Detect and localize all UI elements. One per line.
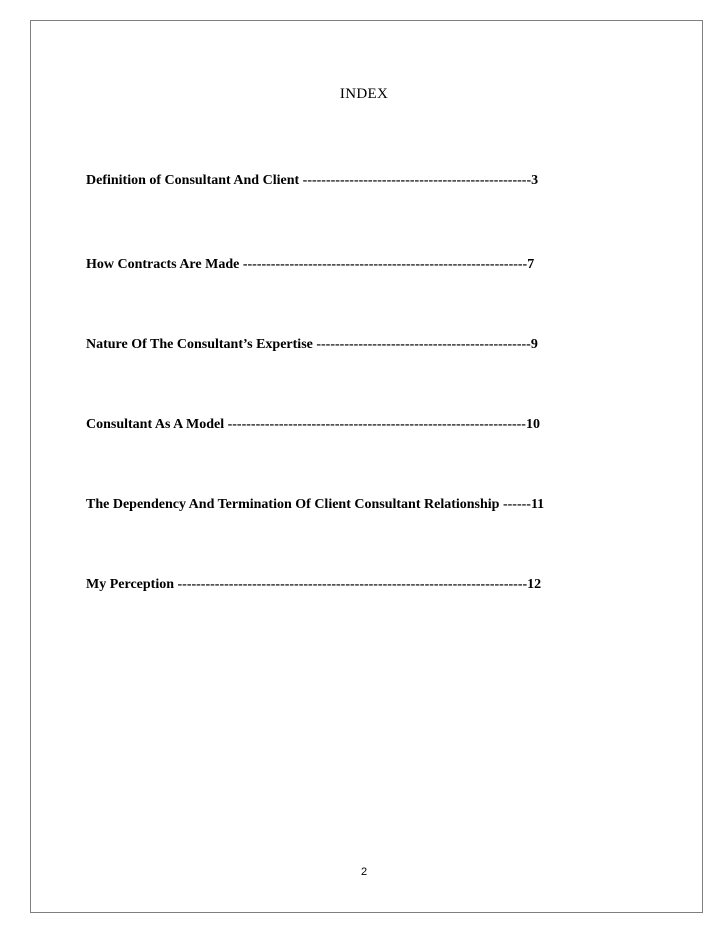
toc-entry-title: Definition of Consultant And Client bbox=[86, 173, 300, 188]
toc-entry-page: 7 bbox=[527, 257, 535, 272]
page-border bbox=[30, 20, 703, 913]
toc-entry-title: My Perception bbox=[86, 577, 174, 592]
toc-entry-perception bbox=[86, 576, 541, 594]
toc-entry-leader: ------------------------------------------------------------- bbox=[242, 257, 528, 272]
toc-entry-leader: --------------------------------------------------------------------------- bbox=[177, 577, 528, 592]
toc-entry-page: 9 bbox=[530, 337, 538, 352]
toc-entry-title: The Dependency And Termination Of Client Consultant Relationship bbox=[86, 497, 500, 512]
toc-entry-expertise bbox=[86, 336, 538, 354]
toc-entry-title: How Contracts Are Made bbox=[86, 257, 240, 272]
toc-entry-definition bbox=[86, 172, 538, 190]
toc-entry-page: 10 bbox=[525, 417, 540, 432]
toc-entry-title: Nature Of The Consultant’s Expertise bbox=[86, 337, 313, 352]
toc-entry-page: 11 bbox=[530, 497, 545, 512]
toc-entry-page: 12 bbox=[527, 577, 542, 592]
toc-entry-contracts bbox=[86, 256, 534, 274]
index-title: INDEX bbox=[339, 86, 389, 102]
page-number: 2 bbox=[360, 866, 368, 878]
toc-entry-title: Consultant As A Model bbox=[86, 417, 225, 432]
toc-entry-model bbox=[86, 416, 540, 434]
toc-entry-leader: ---------------------------------------------- bbox=[316, 337, 531, 352]
toc-entry-leader: ------------------------------------------------- bbox=[302, 173, 532, 188]
toc-entry-page: 3 bbox=[531, 173, 539, 188]
toc-entry-leader: ---------------------------------------------------------------- bbox=[227, 417, 526, 432]
toc-entry-leader: ------ bbox=[502, 497, 531, 512]
toc-entry-dependency bbox=[86, 496, 544, 514]
